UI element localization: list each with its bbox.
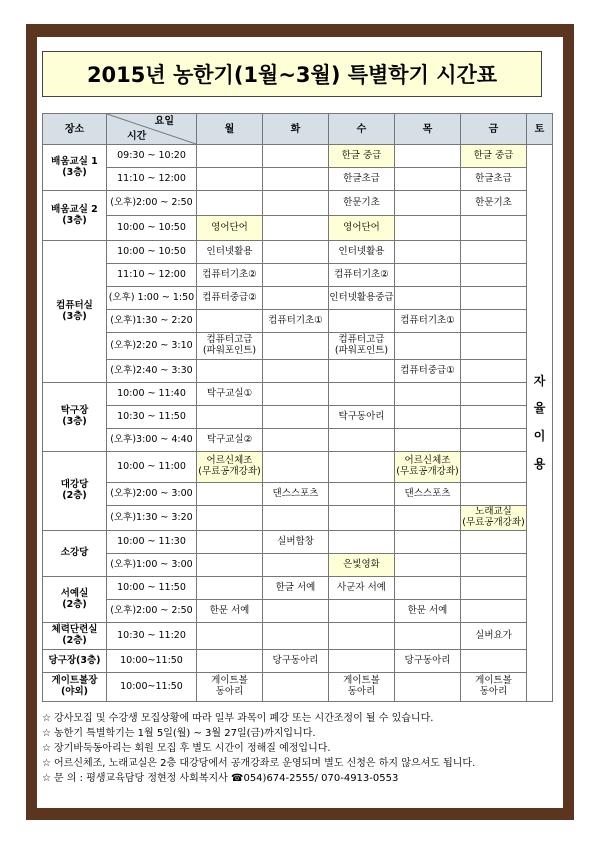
note-text: 문 의 : 평생교육담당 정현정 사회복지사 ☎054)674-2555/ 070-4913-0553 — [54, 773, 399, 784]
place-cell: 컴퓨터실 (3층) — [43, 241, 107, 383]
class-cell-thu — [395, 333, 461, 360]
class-cell-mon — [197, 145, 263, 168]
place-cell: 소강당 — [43, 531, 107, 577]
header-row — [43, 114, 553, 145]
class-cell-wed: 한글 중급 — [329, 145, 395, 168]
class-cell-fri — [461, 531, 527, 554]
table-row — [43, 506, 553, 531]
header-time-label: 시간 — [127, 131, 147, 142]
class-cell-mon: 탁구교실① — [197, 383, 263, 406]
class-cell-thu: 댄스스포츠 — [395, 483, 461, 506]
class-cell-tue — [263, 623, 329, 650]
class-cell-thu — [395, 406, 461, 429]
class-cell-fri: 한글 중급 — [461, 145, 527, 168]
class-cell-wed: 은빛영화 — [329, 554, 395, 577]
table-row — [43, 383, 553, 406]
class-cell-fri — [461, 452, 527, 483]
class-cell-thu — [395, 145, 461, 168]
page-title: 2015년 농한기(1월~3월) 특별학기 시간표 — [42, 51, 542, 97]
class-cell-tue: 당구동아리 — [263, 650, 329, 673]
time-cell: 10:00~11:50 — [107, 650, 197, 673]
note-text: 강사모집 및 수강생 모집상황에 따라 일부 과목이 폐강 또는 시간조정이 될 수 있습니다. — [54, 713, 434, 724]
time-cell: 10:00 ~ 11:30 — [107, 531, 197, 554]
class-cell-tue — [263, 168, 329, 191]
table-row — [43, 577, 553, 600]
star-icon: ☆ — [42, 773, 51, 784]
class-cell-tue — [263, 216, 329, 241]
class-cell-thu: 한문 서예 — [395, 600, 461, 623]
class-cell-tue — [263, 383, 329, 406]
class-cell-fri — [461, 406, 527, 429]
class-cell-fri: 게이트볼 동아리 — [461, 673, 527, 702]
class-cell-fri — [461, 554, 527, 577]
class-cell-mon: 인터넷활용 — [197, 241, 263, 264]
class-cell-tue: 한글 서예 — [263, 577, 329, 600]
class-cell-thu: 컴퓨터중급① — [395, 360, 461, 383]
class-cell-wed — [329, 650, 395, 673]
class-cell-wed — [329, 310, 395, 333]
header-fri: 금 — [461, 114, 527, 145]
time-cell: (오후)2:40 ~ 3:30 — [107, 360, 197, 383]
place-cell: 배움교실 2 (3층) — [43, 191, 107, 241]
class-cell-mon — [197, 650, 263, 673]
place-cell: 서예실 (2층) — [43, 577, 107, 623]
note-text: 농한기 특별학기는 1월 5일(월) ~ 3월 27일(금)까지입니다. — [54, 728, 316, 739]
time-cell: 11:10 ~ 12:00 — [107, 168, 197, 191]
table-row — [43, 650, 553, 673]
class-cell-mon — [197, 577, 263, 600]
class-cell-wed — [329, 483, 395, 506]
star-icon: ☆ — [42, 743, 51, 754]
class-cell-fri — [461, 241, 527, 264]
place-cell: 게이트볼장 (야외) — [43, 673, 107, 702]
class-cell-tue — [263, 673, 329, 702]
class-cell-wed: 컴퓨터기초② — [329, 264, 395, 287]
class-cell-mon: 게이트볼 동아리 — [197, 673, 263, 702]
class-cell-thu — [395, 506, 461, 531]
table-row — [43, 452, 553, 483]
class-cell-wed: 인터넷활용중급 — [329, 287, 395, 310]
class-cell-tue: 실버합창 — [263, 531, 329, 554]
class-cell-fri — [461, 360, 527, 383]
class-cell-mon — [197, 531, 263, 554]
saturday-cell: 자 율 이 용 — [527, 145, 553, 702]
place-cell: 당구장(3층) — [43, 650, 107, 673]
class-cell-wed — [329, 623, 395, 650]
class-cell-tue — [263, 333, 329, 360]
class-cell-tue — [263, 452, 329, 483]
class-cell-thu — [395, 429, 461, 452]
class-cell-wed — [329, 600, 395, 623]
table-row — [43, 310, 553, 333]
table-row — [43, 168, 553, 191]
class-cell-mon — [197, 554, 263, 577]
class-cell-fri — [461, 429, 527, 452]
place-cell: 배움교실 1 (3층) — [43, 145, 107, 191]
class-cell-wed: 사군자 서예 — [329, 577, 395, 600]
class-cell-tue — [263, 264, 329, 287]
class-cell-mon: 컴퓨터중급② — [197, 287, 263, 310]
class-cell-wed — [329, 383, 395, 406]
class-cell-tue — [263, 241, 329, 264]
time-cell: 09:30 ~ 10:20 — [107, 145, 197, 168]
time-cell: (오후)2:00 ~ 2:50 — [107, 191, 197, 216]
place-cell: 대강당 (2층) — [43, 452, 107, 531]
class-cell-wed: 한문기초 — [329, 191, 395, 216]
class-cell-tue — [263, 600, 329, 623]
class-cell-wed: 컴퓨터고급 (파워포인트) — [329, 333, 395, 360]
class-cell-wed: 탁구동아리 — [329, 406, 395, 429]
class-cell-mon — [197, 191, 263, 216]
class-cell-thu — [395, 287, 461, 310]
class-cell-tue — [263, 554, 329, 577]
class-cell-mon: 어르신체조 (무료공개강좌) — [197, 452, 263, 483]
class-cell-mon — [197, 623, 263, 650]
time-cell: (오후)2:00 ~ 3:00 — [107, 483, 197, 506]
table-row — [43, 360, 553, 383]
class-cell-wed: 영어단어 — [329, 216, 395, 241]
table-row — [43, 554, 553, 577]
note-text: 장기바둑동아리는 회원 모집 후 별도 시간이 정해질 예정입니다. — [54, 743, 331, 754]
class-cell-thu: 컴퓨터기초① — [395, 310, 461, 333]
table-row — [43, 673, 553, 702]
time-cell: 10:00 ~ 11:00 — [107, 452, 197, 483]
class-cell-fri — [461, 650, 527, 673]
table-row — [43, 483, 553, 506]
class-cell-thu — [395, 191, 461, 216]
time-cell: 10:00 ~ 10:50 — [107, 216, 197, 241]
class-cell-fri: 한글초급 — [461, 168, 527, 191]
star-icon: ☆ — [42, 713, 51, 724]
class-cell-tue — [263, 145, 329, 168]
class-cell-mon: 영어단어 — [197, 216, 263, 241]
class-cell-thu — [395, 383, 461, 406]
time-cell: (오후)3:00 ~ 4:40 — [107, 429, 197, 452]
time-cell: 10:00 ~ 11:50 — [107, 577, 197, 600]
class-cell-mon — [197, 483, 263, 506]
place-cell: 탁구장 (3층) — [43, 383, 107, 452]
class-cell-thu — [395, 623, 461, 650]
class-cell-wed — [329, 452, 395, 483]
class-cell-thu: 어르신체조 (무료공개강좌) — [395, 452, 461, 483]
class-cell-tue — [263, 191, 329, 216]
table-row — [43, 264, 553, 287]
class-cell-thu — [395, 216, 461, 241]
star-icon: ☆ — [42, 758, 51, 769]
table-row — [43, 623, 553, 650]
time-cell: (오후)1:30 ~ 2:20 — [107, 310, 197, 333]
class-cell-mon: 컴퓨터기초② — [197, 264, 263, 287]
time-cell: 10:30 ~ 11:50 — [107, 406, 197, 429]
class-cell-tue — [263, 287, 329, 310]
note-line — [42, 771, 562, 786]
table-row — [43, 191, 553, 216]
time-cell: (오후)1:00 ~ 3:00 — [107, 554, 197, 577]
class-cell-mon — [197, 506, 263, 531]
table-row — [43, 287, 553, 310]
timetable-body — [43, 145, 553, 702]
class-cell-fri — [461, 310, 527, 333]
time-cell: (오후) 1:00 ~ 1:50 — [107, 287, 197, 310]
header-corner — [107, 114, 197, 145]
class-cell-tue: 댄스스포츠 — [263, 483, 329, 506]
table-row — [43, 600, 553, 623]
class-cell-thu — [395, 554, 461, 577]
class-cell-mon — [197, 310, 263, 333]
table-row — [43, 241, 553, 264]
class-cell-tue — [263, 506, 329, 531]
note-line — [42, 741, 562, 756]
header-place: 장소 — [43, 114, 107, 145]
header-sat: 토 — [527, 114, 553, 145]
class-cell-fri — [461, 216, 527, 241]
table-row — [43, 333, 553, 360]
class-cell-tue — [263, 429, 329, 452]
class-cell-fri — [461, 333, 527, 360]
note-line — [42, 756, 562, 771]
class-cell-fri — [461, 577, 527, 600]
time-cell: (오후)1:30 ~ 3:20 — [107, 506, 197, 531]
class-cell-thu — [395, 168, 461, 191]
note-line — [42, 726, 562, 741]
table-row — [43, 216, 553, 241]
class-cell-wed: 인터넷활용 — [329, 241, 395, 264]
class-cell-fri — [461, 264, 527, 287]
header-mon: 월 — [197, 114, 263, 145]
class-cell-mon: 한문 서예 — [197, 600, 263, 623]
note-line — [42, 711, 562, 726]
class-cell-thu — [395, 577, 461, 600]
place-cell: 체력단련실 (2층) — [43, 623, 107, 650]
time-cell: 10:30 ~ 11:20 — [107, 623, 197, 650]
class-cell-wed: 한글초급 — [329, 168, 395, 191]
time-cell: 10:00 ~ 11:40 — [107, 383, 197, 406]
class-cell-tue — [263, 360, 329, 383]
class-cell-fri: 한문기초 — [461, 191, 527, 216]
class-cell-fri: 실버요가 — [461, 623, 527, 650]
class-cell-fri: 노래교실 (무료공개강좌) — [461, 506, 527, 531]
timetable — [42, 113, 553, 702]
table-row — [43, 429, 553, 452]
star-icon: ☆ — [42, 728, 51, 739]
time-cell: 10:00 ~ 10:50 — [107, 241, 197, 264]
class-cell-mon: 컴퓨터고급 (파워포인트) — [197, 333, 263, 360]
class-cell-tue — [263, 406, 329, 429]
class-cell-fri — [461, 383, 527, 406]
time-cell: 11:10 ~ 12:00 — [107, 264, 197, 287]
class-cell-fri — [461, 483, 527, 506]
class-cell-mon — [197, 360, 263, 383]
class-cell-wed — [329, 506, 395, 531]
class-cell-wed — [329, 429, 395, 452]
header-thu: 목 — [395, 114, 461, 145]
class-cell-mon — [197, 406, 263, 429]
class-cell-wed — [329, 360, 395, 383]
header-day-label: 요일 — [154, 116, 174, 127]
class-cell-thu — [395, 531, 461, 554]
class-cell-wed: 게이트볼 동아리 — [329, 673, 395, 702]
header-tue: 화 — [263, 114, 329, 145]
class-cell-tue: 컴퓨터기초① — [263, 310, 329, 333]
class-cell-mon — [197, 168, 263, 191]
table-row — [43, 145, 553, 168]
class-cell-thu — [395, 264, 461, 287]
class-cell-fri — [461, 287, 527, 310]
note-text: 어르신체조, 노래교실은 2층 대강당에서 공개강좌로 운영되며 별도 신청은 하지 않으셔도 됩니다. — [54, 758, 476, 769]
class-cell-thu: 당구동아리 — [395, 650, 461, 673]
table-row — [43, 531, 553, 554]
header-wed: 수 — [329, 114, 395, 145]
class-cell-thu — [395, 673, 461, 702]
diagonal-line — [107, 114, 196, 144]
class-cell-thu — [395, 241, 461, 264]
notes — [42, 711, 562, 786]
time-cell: (오후)2:20 ~ 3:10 — [107, 333, 197, 360]
time-cell: 10:00~11:50 — [107, 673, 197, 702]
class-cell-wed — [329, 531, 395, 554]
class-cell-fri — [461, 600, 527, 623]
time-cell: (오후)2:00 ~ 2:50 — [107, 600, 197, 623]
class-cell-mon: 탁구교실② — [197, 429, 263, 452]
table-row — [43, 406, 553, 429]
